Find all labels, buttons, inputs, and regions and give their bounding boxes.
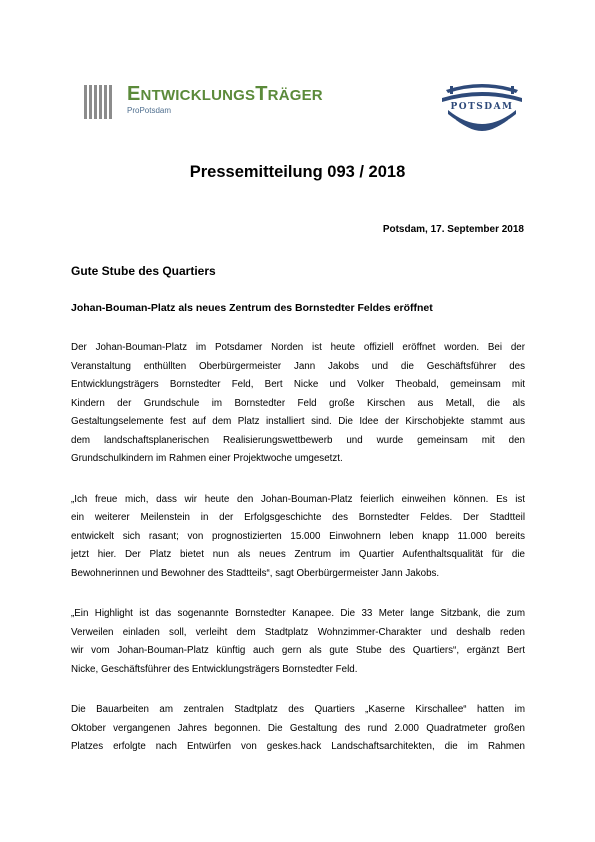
paragraph-line: Nicke, Geschäftsführer des Entwicklungsträgers Bornstedter Feld. <box>71 663 358 675</box>
body-text <box>71 339 525 779</box>
paragraph-line: „Ein Highlight ist das sogenannte Bornstedter Kanapee. Die 33 Meter lange Sitzbank, die zum <box>71 608 525 619</box>
paragraph-line: Grundschulkindern im Rahmen einer Projektwoche umgesetzt. <box>71 453 343 464</box>
document-date: Potsdam, 17. September 2018 <box>382 224 524 235</box>
paragraph <box>71 701 525 757</box>
vertical-bars-icon <box>84 85 116 119</box>
paragraph-line: „Ich freue mich, dass wir heute den Johan-Bouman-Platz feierlich einweihen können. Es ist <box>71 493 525 505</box>
paragraph-line: Bewohnerinnen und Bewohner des Stadtteils“, sagt Oberbürgermeister Jann Jakobs. <box>71 567 440 579</box>
paragraph-line: Entwicklungsträgers Bornstedter Feld, Bert Nicke und Volker Theobald, gemeinsam mit <box>71 379 525 390</box>
paragraph-line: Platzes erfolgte nach Entwürfen von geskes.hack Landschaftsarchitekten, die im Rahmen <box>71 741 525 752</box>
entwicklungstraeger-logo <box>84 85 359 119</box>
paragraph-line: Die Bauarbeiten am zentralen Stadtplatz des Quartiers „Kaserne Kirschallee“ hatten im <box>71 704 525 715</box>
logo-wordmark-rest-1: NTWICKLUNGS <box>140 87 256 104</box>
paragraph-line: ein weiterer Meilenstein in der Erfolgsgeschichte des Bornstedter Feldes. Der Stadtteil <box>71 512 525 523</box>
paragraph-line: dem landschaftsplanerischen Realisierungswettbewerb und wurde gemeinsam mit den <box>71 434 525 446</box>
paragraph-line: Der Johan-Bouman-Platz im Potsdamer Norden ist heute offiziell eröffnet worden. Bei der <box>71 342 525 353</box>
logo-wordmark-initial-2: T <box>255 83 268 105</box>
logo-wordmark <box>127 83 323 106</box>
logo-wordmark-initial-1: E <box>127 83 141 105</box>
paragraph-line: Kindern der Grundschule im Bornstedter Feld große Kirschen aus Metall, die als <box>71 397 525 409</box>
paragraph-line: wir vom Johan-Bouman-Platz künftig auch gern als gute Stube des Quartiers“, ergänzt Bert <box>71 645 525 656</box>
logo-wordmark-rest-2: RÄGER <box>267 87 323 104</box>
page-title: Pressemitteilung 093 / 2018 <box>189 163 406 181</box>
paragraph-line: Oktober vergangenen Jahres begonnen. Die Gestaltung des rund 2.000 Quadratmeter großen <box>71 722 525 734</box>
paragraph <box>71 605 525 679</box>
paragraph <box>71 339 525 469</box>
paragraph <box>71 491 525 584</box>
paragraph-line: entwickelt sich rasant; von prognostizierten 15.000 Einwohnern leben knapp 11.000 bereits <box>71 530 525 542</box>
paragraph-line: Gestaltungselemente fest auf dem Platz installiert sind. Die Idee der Kirschobjekte stammt aus <box>71 416 525 427</box>
potsdam-logo <box>440 80 524 138</box>
logo-subline: ProPotsdam <box>127 106 172 115</box>
headline: Gute Stube des Quartiers <box>71 264 216 278</box>
subheadline: Johan-Bouman-Platz als neues Zentrum des Bornstedter Feldes eröffnet <box>71 302 433 314</box>
paragraph-line: Veranstaltung enthüllten Oberbürgermeister Jann Jakobs und die Geschäftsführer des <box>71 360 525 372</box>
paragraph-line: Verweilen einladen soll, verleiht dem Stadtplatz Wohnzimmer-Charakter und deshalb reden <box>71 626 525 638</box>
potsdam-logo-text: POTSDAM <box>450 102 514 112</box>
paragraph-line: jetzt hier. Der Platz bietet nun als neues Zentrum im Quartier Aufenthaltsqualität für die <box>71 549 525 560</box>
